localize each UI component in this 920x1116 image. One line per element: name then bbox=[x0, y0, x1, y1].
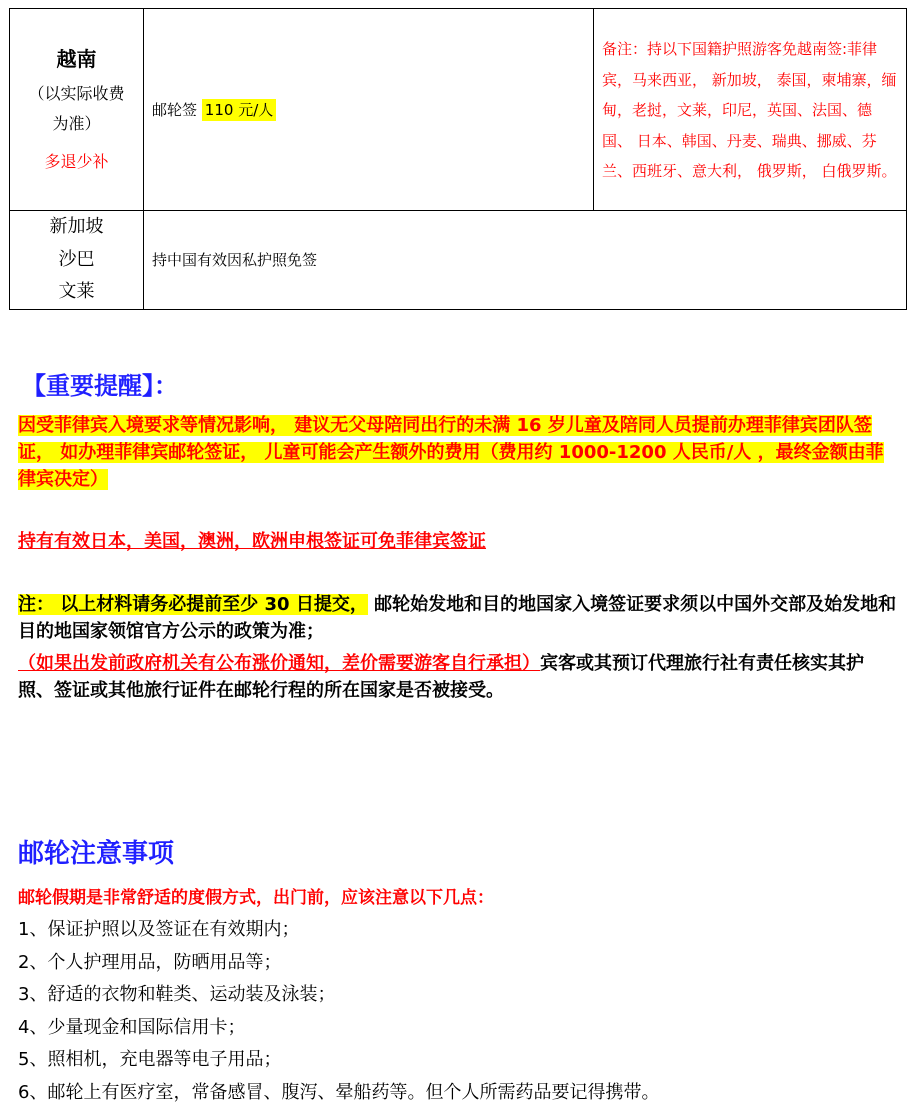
country-name: 沙巴 bbox=[58, 248, 95, 270]
visa-label: 邮轮签 bbox=[152, 101, 198, 119]
cruise-notes-list bbox=[18, 914, 659, 1110]
list-item: 3、舒适的衣物和鞋类、运动装及泳装； bbox=[18, 984, 336, 1006]
list-item: 6、邮轮上有医疗室，常备感冒、腹泻、晕船药等。但个人所需药品要记得携带。 bbox=[18, 1081, 660, 1103]
reminder-warning-text: 因受菲律宾入境要求等情况影响， 建议无父母陪同出行的未满 16 岁儿童及陪同人员提前办理菲律宾团队签证， 如办理菲律宾邮轮签证， 儿童可能会产生额外的费用（费用约 1000-1200 人民币/人 ，最终金额由菲律宾决定） bbox=[18, 415, 884, 490]
visa-price: 110 元/人 bbox=[202, 99, 276, 121]
country-name: 文莱 bbox=[58, 281, 95, 302]
country-cell-singapore bbox=[10, 211, 144, 310]
remarks-cell-vietnam: 备注：持以下国籍护照游客免越南签:菲律宾，马来西亚， 新加坡， 泰国，柬埔寨，缅甸，老挝，文莱，印尼，英国、法国、德国、 日本、韩国、丹麦、瑞典、挪威、芬兰、西班牙、意大利， 俄罗斯， 白俄罗斯。 bbox=[594, 9, 907, 211]
country-note-2: 为准） bbox=[52, 114, 101, 133]
visa-cell-singapore: 持中国有效因私护照免签 bbox=[144, 211, 907, 310]
country-name: 新加坡 bbox=[49, 216, 104, 237]
visa-exemption-note: 持有有效日本，美国，澳洲，欧洲申根签证可免菲律宾签证 bbox=[18, 531, 486, 552]
country-note-refund: 多退少补 bbox=[44, 152, 109, 171]
country-name: 越南 bbox=[56, 47, 97, 71]
cruise-notes-intro: 邮轮假期是非常舒适的度假方式，出门前，应该注意以下几点： bbox=[18, 888, 494, 908]
country-note-1: （以实际收费 bbox=[28, 84, 125, 103]
submission-deadline: 注： 以上材料请务必提前至少 30 日提交， bbox=[18, 594, 368, 615]
submission-note bbox=[18, 591, 898, 645]
list-item: 2、个人护理用品，防晒用品等； bbox=[18, 951, 282, 973]
visa-cell-vietnam bbox=[144, 9, 594, 211]
cruise-notes-title: 邮轮注意事项 bbox=[18, 839, 175, 869]
list-item: 1、保证护照以及签证在有效期内； bbox=[18, 919, 300, 940]
list-item: 5、照相机，充电器等电子用品； bbox=[18, 1049, 282, 1071]
submission-policy: 邮轮始发地和目的地国家入境签证要求须以中国外交部及始发地和目的地国家领馆官方公示的政策为准； bbox=[18, 594, 897, 642]
reminder-title: 【重要提醒】： bbox=[22, 372, 178, 400]
document-responsibility: 宾客或其预订代理旅行社有责任核实其护照、签证或其他旅行证件在邮轮行程的所在国家是否被接受。 bbox=[18, 653, 864, 701]
reminder-warning bbox=[18, 412, 898, 493]
table-row-singapore bbox=[10, 211, 907, 310]
visa-table bbox=[9, 8, 907, 310]
price-notice bbox=[18, 650, 898, 704]
price-increase-notice: （如果出发前政府机关有公布涨价通知，差价需要游客自行承担） bbox=[18, 653, 540, 674]
table-row-vietnam bbox=[10, 9, 907, 211]
country-cell-vietnam bbox=[10, 9, 144, 211]
list-item: 4、少量现金和国际信用卡； bbox=[18, 1016, 246, 1038]
